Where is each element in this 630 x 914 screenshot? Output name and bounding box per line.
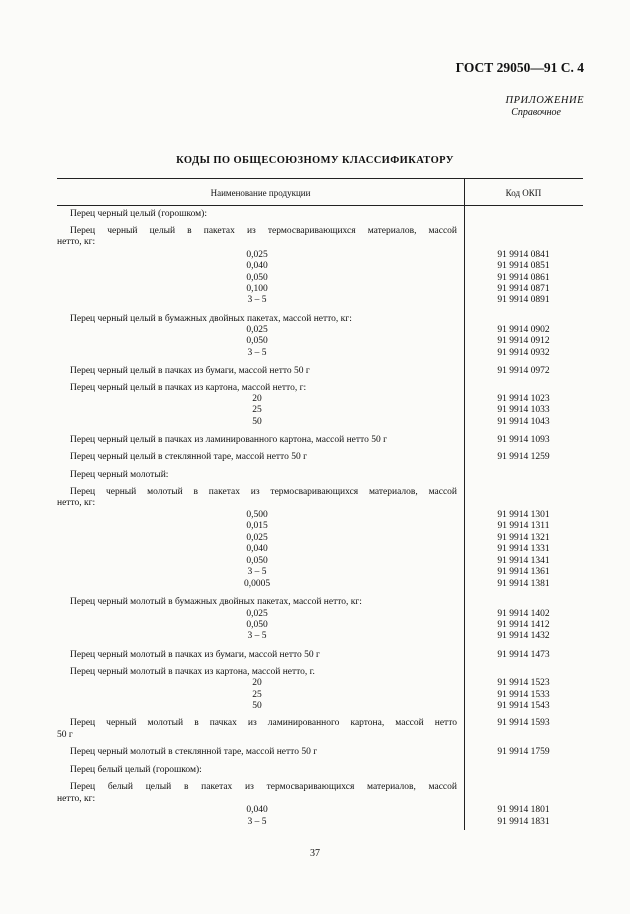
product-name: Перец черный молотый в пачках из ламинированного картона, массой нетто bbox=[70, 718, 457, 728]
product-name: Перец черный молотый в пакетах из термосваривающихся материалов, массой bbox=[70, 487, 457, 497]
table-row bbox=[57, 667, 583, 678]
okp-code: 91 9914 1043 bbox=[497, 417, 550, 427]
table-row bbox=[57, 250, 583, 261]
product-name: Перец белый целый в пакетах из термосваривающихся материалов, массой bbox=[70, 782, 457, 792]
table-row bbox=[57, 394, 583, 405]
page-title: КОДЫ ПО ОБЩЕСОЮЗНОМУ КЛАССИФИКАТОРУ bbox=[176, 155, 454, 166]
product-name: Перец черный целый в бумажных двойных пакетах, массой нетто, кг: bbox=[70, 314, 352, 324]
table-header-rule bbox=[57, 205, 583, 206]
product-name: нетто, кг: bbox=[57, 237, 96, 247]
okp-code: 91 9914 1361 bbox=[497, 567, 550, 577]
package-size: 0,015 bbox=[246, 521, 268, 531]
table-row bbox=[57, 348, 583, 359]
product-name: Перец черный молотый в пачках из картона, массой нетто, г. bbox=[70, 667, 315, 677]
appendix-label: ПРИЛОЖЕНИЕ bbox=[505, 95, 584, 106]
product-name: Перец черный целый в стеклянной таре, массой нетто 50 г bbox=[70, 452, 307, 462]
column-header-name: Наименование продукции bbox=[210, 188, 311, 198]
okp-code: 91 9914 1381 bbox=[497, 579, 550, 589]
table-row bbox=[57, 730, 583, 741]
okp-code: 91 9914 1473 bbox=[497, 650, 550, 660]
product-name: нетто, кг: bbox=[57, 498, 96, 508]
table-row bbox=[57, 405, 583, 416]
okp-code: 91 9914 1593 bbox=[497, 718, 550, 728]
table-row bbox=[57, 556, 583, 567]
table-row bbox=[57, 487, 583, 498]
package-size: 25 bbox=[252, 690, 262, 700]
okp-code: 91 9914 1831 bbox=[497, 817, 550, 827]
table-row bbox=[57, 631, 583, 642]
table-row bbox=[57, 718, 583, 729]
package-size: 0,025 bbox=[246, 325, 268, 335]
package-size: 0,050 bbox=[246, 336, 268, 346]
table-row bbox=[57, 650, 583, 661]
table-row bbox=[57, 284, 583, 295]
table-top-rule bbox=[57, 178, 583, 179]
okp-code: 91 9914 1523 bbox=[497, 678, 550, 688]
table-row bbox=[57, 226, 583, 237]
table-row bbox=[57, 620, 583, 631]
table-row bbox=[57, 383, 583, 394]
table-row bbox=[57, 498, 583, 509]
table-row bbox=[57, 273, 583, 284]
table-row bbox=[57, 325, 583, 336]
table-row bbox=[57, 794, 583, 805]
okp-code: 91 9914 1412 bbox=[497, 620, 550, 630]
okp-code: 91 9914 0871 bbox=[497, 284, 550, 294]
package-size: 3 – 5 bbox=[247, 295, 267, 305]
table-row bbox=[57, 747, 583, 758]
okp-code: 91 9914 1432 bbox=[497, 631, 550, 641]
table-row bbox=[57, 295, 583, 306]
package-size: 0,025 bbox=[246, 250, 268, 260]
okp-code: 91 9914 1033 bbox=[497, 405, 550, 415]
okp-code: 91 9914 1301 bbox=[497, 510, 550, 520]
table-row bbox=[57, 579, 583, 590]
product-name: 50 г bbox=[57, 730, 73, 740]
okp-code: 91 9914 1533 bbox=[497, 690, 550, 700]
table-row bbox=[57, 567, 583, 578]
product-name: Перец черный молотый в пачках из бумаги, массой нетто 50 г bbox=[70, 650, 320, 660]
package-size: 0,050 bbox=[246, 273, 268, 283]
table-row bbox=[57, 609, 583, 620]
table-row bbox=[57, 690, 583, 701]
table-row bbox=[57, 597, 583, 608]
table-row bbox=[57, 765, 583, 776]
table-row bbox=[57, 336, 583, 347]
okp-code: 91 9914 0861 bbox=[497, 273, 550, 283]
package-size: 50 bbox=[252, 417, 262, 427]
product-name: Перец черный молотый в бумажных двойных пакетах, массой нетто, кг: bbox=[70, 597, 362, 607]
okp-code: 91 9914 1259 bbox=[497, 452, 550, 462]
reference-label: Справочное bbox=[511, 107, 561, 118]
product-name: Перец черный целый в пачках из бумаги, массой нетто 50 г bbox=[70, 366, 310, 376]
package-size: 25 bbox=[252, 405, 262, 415]
product-name: нетто, кг: bbox=[57, 794, 96, 804]
product-name: Перец черный целый в пачках из ламинированного картона, массой нетто 50 г bbox=[70, 435, 387, 445]
package-size: 20 bbox=[252, 394, 262, 404]
table-row bbox=[57, 417, 583, 428]
package-size: 0,040 bbox=[246, 805, 268, 815]
package-size: 0,050 bbox=[246, 556, 268, 566]
product-name: Перец белый целый (горошком): bbox=[70, 765, 202, 775]
okp-code: 91 9914 0851 bbox=[497, 261, 550, 271]
table-row bbox=[57, 452, 583, 463]
okp-code: 91 9914 0891 bbox=[497, 295, 550, 305]
table-row bbox=[57, 261, 583, 272]
okp-code: 91 9914 0912 bbox=[497, 336, 550, 346]
package-size: 0,500 bbox=[246, 510, 268, 520]
product-name: Перец черный целый (горошком): bbox=[70, 209, 207, 219]
table-row bbox=[57, 237, 583, 248]
table-row bbox=[57, 510, 583, 521]
page-number: 37 bbox=[310, 848, 320, 859]
product-name: Перец черный молотый в стеклянной таре, массой нетто 50 г bbox=[70, 747, 318, 757]
okp-code: 91 9914 0841 bbox=[497, 250, 550, 260]
okp-code: 91 9914 1331 bbox=[497, 544, 550, 554]
table-row bbox=[57, 817, 583, 828]
okp-code: 91 9914 1023 bbox=[497, 394, 550, 404]
package-size: 0,040 bbox=[246, 544, 268, 554]
standard-header: ГОСТ 29050—91 С. 4 bbox=[455, 60, 584, 75]
package-size: 0,100 bbox=[246, 284, 268, 294]
package-size: 0,025 bbox=[246, 609, 268, 619]
okp-code: 91 9914 0932 bbox=[497, 348, 550, 358]
table-row bbox=[57, 544, 583, 555]
product-name: Перец черный молотый: bbox=[70, 470, 169, 480]
package-size: 50 bbox=[252, 701, 262, 711]
package-size: 20 bbox=[252, 678, 262, 688]
okp-code: 91 9914 1311 bbox=[497, 521, 550, 531]
table-row bbox=[57, 678, 583, 689]
codes-table bbox=[57, 178, 583, 830]
product-name: Перец черный целый в пачках из картона, массой нетто, г: bbox=[70, 383, 307, 393]
table-row bbox=[57, 701, 583, 712]
package-size: 3 – 5 bbox=[247, 631, 267, 641]
okp-code: 91 9914 0972 bbox=[497, 366, 550, 376]
okp-code: 91 9914 1093 bbox=[497, 435, 550, 445]
okp-code: 91 9914 1402 bbox=[497, 609, 550, 619]
table-row bbox=[57, 435, 583, 446]
column-header-code: Код ОКП bbox=[505, 188, 542, 198]
package-size: 0,025 bbox=[246, 533, 268, 543]
product-name: Перец черный целый в пакетах из термосваривающихся материалов, массой bbox=[70, 226, 457, 236]
table-row bbox=[57, 366, 583, 377]
okp-code: 91 9914 0902 bbox=[497, 325, 550, 335]
okp-code: 91 9914 1341 bbox=[497, 556, 550, 566]
table-row bbox=[57, 805, 583, 816]
package-size: 3 – 5 bbox=[247, 567, 267, 577]
table-row bbox=[57, 470, 583, 481]
table-row bbox=[57, 209, 583, 220]
table-row bbox=[57, 782, 583, 793]
package-size: 0,050 bbox=[246, 620, 268, 630]
package-size: 3 – 5 bbox=[247, 348, 267, 358]
okp-code: 91 9914 1321 bbox=[497, 533, 550, 543]
okp-code: 91 9914 1759 bbox=[497, 747, 550, 757]
table-row bbox=[57, 533, 583, 544]
package-size: 0,040 bbox=[246, 261, 268, 271]
okp-code: 91 9914 1801 bbox=[497, 805, 550, 815]
package-size: 0,0005 bbox=[243, 579, 271, 589]
package-size: 3 – 5 bbox=[247, 817, 267, 827]
table-row bbox=[57, 521, 583, 532]
table-row bbox=[57, 314, 583, 325]
okp-code: 91 9914 1543 bbox=[497, 701, 550, 711]
